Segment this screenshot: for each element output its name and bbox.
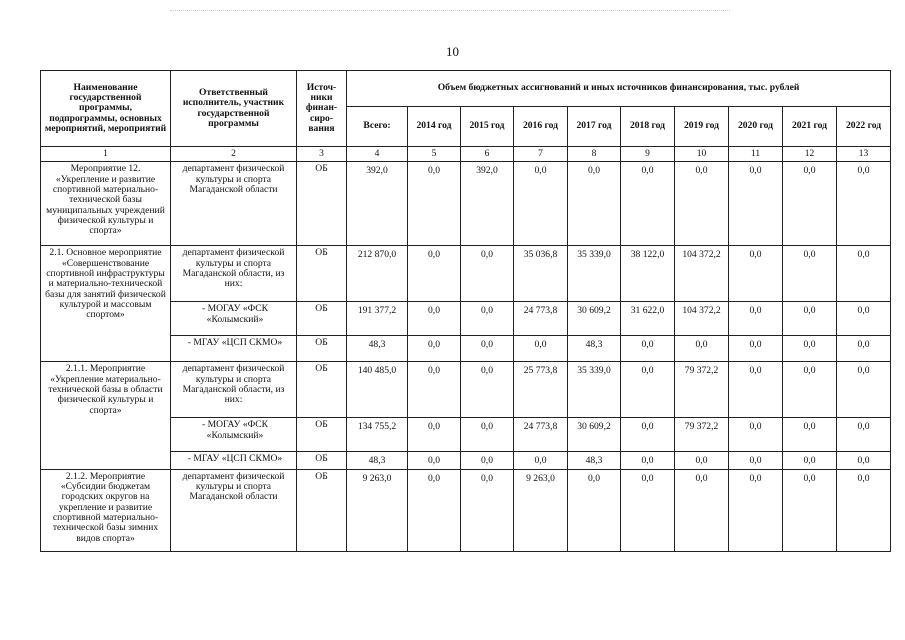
executor-cell: департамент физической культуры и спорта Магаданской области, из них: [171,362,297,418]
year-value-cell: 0,0 [408,162,461,246]
column-number: 10 [675,147,729,162]
year-value-cell: 0,0 [461,302,514,336]
total-value-cell: 392,0 [347,162,408,246]
year-value-cell: 0,0 [461,336,514,362]
year-value-cell: 0,0 [837,452,891,469]
year-value-cell: 0,0 [837,336,891,362]
year-value-cell: 0,0 [783,162,837,246]
source-cell: ОБ [297,452,347,469]
year-value-cell: 0,0 [729,418,783,452]
column-number: 12 [783,147,837,162]
year-value-cell: 0,0 [621,162,675,246]
year-value-cell: 0,0 [461,452,514,469]
source-cell: ОБ [297,246,347,302]
source-cell: ОБ [297,418,347,452]
header-year: 2021 год [783,107,837,147]
year-value-cell: 0,0 [729,452,783,469]
year-value-cell: 0,0 [675,336,729,362]
year-value-cell: 0,0 [729,362,783,418]
header-total: Всего: [347,107,408,147]
column-number: 5 [408,147,461,162]
year-value-cell: 0,0 [514,336,568,362]
table-row [41,469,891,551]
year-value-cell: 392,0 [461,162,514,246]
year-value-cell: 0,0 [514,452,568,469]
scan-artifact [170,10,730,17]
column-number: 11 [729,147,783,162]
budget-table [40,70,891,552]
total-value-cell: 48,3 [347,452,408,469]
column-number: 1 [41,147,171,162]
year-value-cell: 0,0 [568,469,621,551]
year-value-cell: 0,0 [729,469,783,551]
total-value-cell: 191 377,2 [347,302,408,336]
source-cell: ОБ [297,469,347,551]
year-value-cell: 48,3 [568,452,621,469]
year-value-cell: 0,0 [837,162,891,246]
page-number: 10 [446,44,459,59]
column-number: 4 [347,147,408,162]
year-value-cell: 79 372,2 [675,362,729,418]
year-value-cell: 0,0 [783,246,837,302]
year-value-cell: 24 773,8 [514,302,568,336]
source-cell: ОБ [297,162,347,246]
executor-cell: департамент физической культуры и спорта Магаданской области [171,162,297,246]
year-value-cell: 35 339,0 [568,246,621,302]
year-value-cell: 0,0 [783,336,837,362]
header-year: 2020 год [729,107,783,147]
program-name-cell: Мероприятие 12. «Укрепление и развитие спортивной материально-технической базы муниципальных учреждений физической культуры и спорта» [41,162,171,246]
year-value-cell: 0,0 [408,418,461,452]
header-year: 2018 год [621,107,675,147]
table-row [41,362,891,418]
column-number: 8 [568,147,621,162]
header-source: Источ-ники финан-сиро-вания [297,71,347,147]
year-value-cell: 31 622,0 [621,302,675,336]
year-value-cell: 0,0 [675,469,729,551]
year-value-cell: 79 372,2 [675,418,729,452]
year-value-cell: 24 773,8 [514,418,568,452]
year-value-cell: 0,0 [514,162,568,246]
year-value-cell: 0,0 [408,362,461,418]
year-value-cell: 0,0 [783,469,837,551]
year-value-cell: 30 609,2 [568,302,621,336]
total-value-cell: 134 755,2 [347,418,408,452]
header-year: 2022 год [837,107,891,147]
year-value-cell: 0,0 [783,302,837,336]
year-value-cell: 0,0 [461,469,514,551]
header-year: 2016 год [514,107,568,147]
executor-cell: - МОГАУ «ФСК «Колымский» [171,418,297,452]
header-executor: Ответственный исполнитель, участник государственной программы [171,71,297,147]
executor-cell: - МОГАУ «ФСК «Колымский» [171,302,297,336]
year-value-cell: 0,0 [783,418,837,452]
program-name-cell: 2.1. Основное мероприятие «Совершенствование спортивной инфраструктуры и материально-технической базы для занятий физической культурой и массовым спортом» [41,246,171,362]
year-value-cell: 0,0 [675,452,729,469]
year-value-cell: 9 263,0 [514,469,568,551]
year-value-cell: 0,0 [461,418,514,452]
year-value-cell: 0,0 [783,362,837,418]
executor-cell: департамент физической культуры и спорта Магаданской области [171,469,297,551]
program-name-cell: 2.1.2. Мероприятие «Субсидии бюджетам городских округов на укрепление и развитие спортивной материально-технической базы зимних видов спорта» [41,469,171,551]
total-value-cell: 212 870,0 [347,246,408,302]
header-year: 2019 год [675,107,729,147]
year-value-cell: 35 339,0 [568,362,621,418]
header-year: 2014 год [408,107,461,147]
header-year: 2015 год [461,107,514,147]
year-value-cell: 0,0 [729,246,783,302]
year-value-cell: 0,0 [729,302,783,336]
year-value-cell: 0,0 [837,302,891,336]
year-value-cell: 0,0 [783,452,837,469]
year-value-cell: 0,0 [675,162,729,246]
year-value-cell: 0,0 [621,418,675,452]
column-number: 7 [514,147,568,162]
year-value-cell: 0,0 [408,302,461,336]
executor-cell: - МГАУ «ЦСП СКМО» [171,452,297,469]
total-value-cell: 140 485,0 [347,362,408,418]
year-value-cell: 0,0 [621,336,675,362]
executor-cell: департамент физической культуры и спорта Магаданской области, из них: [171,246,297,302]
year-value-cell: 0,0 [837,362,891,418]
column-number: 3 [297,147,347,162]
total-value-cell: 48,3 [347,336,408,362]
year-value-cell: 0,0 [837,418,891,452]
year-value-cell: 25 773,8 [514,362,568,418]
year-value-cell: 0,0 [837,246,891,302]
program-name-cell: 2.1.1. Мероприятие «Укрепление материально-технической базы в области физической культуры и спорта» [41,362,171,469]
year-value-cell: 48,3 [568,336,621,362]
header-name: Наименование государственной программы, подпрограммы, основных мероприятий, мероприятий [41,71,171,147]
year-value-cell: 0,0 [729,336,783,362]
column-numbers-row [41,147,891,162]
table-row [41,162,891,246]
year-value-cell: 0,0 [408,246,461,302]
year-value-cell: 104 372,2 [675,302,729,336]
year-value-cell: 0,0 [837,469,891,551]
year-value-cell: 0,0 [621,362,675,418]
year-value-cell: 0,0 [729,162,783,246]
year-value-cell: 30 609,2 [568,418,621,452]
year-value-cell: 0,0 [568,162,621,246]
year-value-cell: 0,0 [408,452,461,469]
year-value-cell: 104 372,2 [675,246,729,302]
total-value-cell: 9 263,0 [347,469,408,551]
source-cell: ОБ [297,336,347,362]
year-value-cell: 0,0 [408,336,461,362]
header-year: 2017 год [568,107,621,147]
column-number: 13 [837,147,891,162]
year-value-cell: 0,0 [621,452,675,469]
source-cell: ОБ [297,302,347,336]
year-value-cell: 0,0 [461,246,514,302]
year-value-cell: 38 122,0 [621,246,675,302]
year-value-cell: 0,0 [461,362,514,418]
column-number: 2 [171,147,297,162]
source-cell: ОБ [297,362,347,418]
year-value-cell: 0,0 [408,469,461,551]
year-value-cell: 0,0 [621,469,675,551]
year-value-cell: 35 036,8 [514,246,568,302]
column-number: 9 [621,147,675,162]
executor-cell: - МГАУ «ЦСП СКМО» [171,336,297,362]
column-number: 6 [461,147,514,162]
header-volume: Объем бюджетных ассигнований и иных источников финансирования, тыс. рублей [347,71,891,107]
table-row [41,246,891,302]
